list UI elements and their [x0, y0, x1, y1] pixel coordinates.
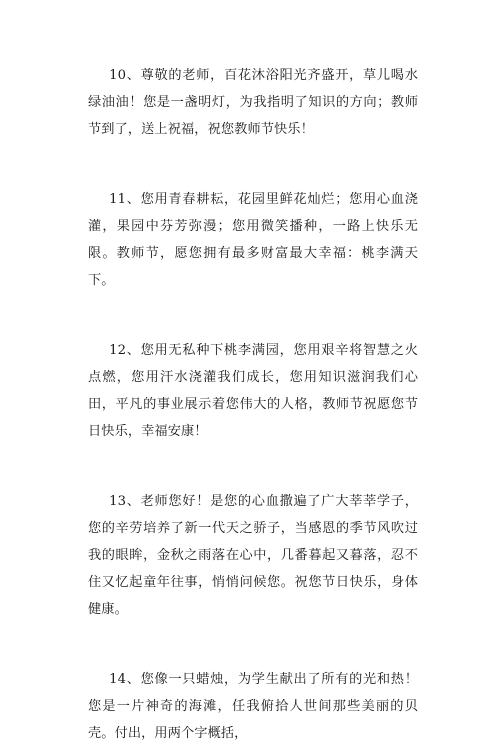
document-body — [88, 62, 418, 747]
paragraph-13: 13、老师您好！是您的心血撒遍了广大莘莘学子，您的辛劳培养了新一代天之骄子，当感恩的季节风吹过我的眼眸，金秋之雨落在心中，几番暮起又暮落，忍不住又忆起童年往事，悄悄问候您。祝您节日快乐，身体健康。 — [88, 494, 418, 617]
paragraph-11: 11、您用青春耕耘，花园里鲜花灿烂；您用心血浇灌，果园中芬芳弥漫；您用微笑播种，一路上快乐无限。教师节，愿您拥有最多财富最大幸福：桃李满天下。 — [88, 192, 418, 288]
paragraph-14: 14、您像一只蜡烛，为学生献出了所有的光和热！您是一片神奇的海滩，任我俯拾人世间那些美丽的贝壳。付出，用两个字概括， — [88, 672, 418, 741]
paragraph-10: 10、尊敬的老师，百花沐浴阳光齐盛开，草儿喝水绿油油！您是一盏明灯，为我指明了知识的方向；教师节到了，送上祝福，祝您教师节快乐！ — [88, 68, 418, 137]
paragraph-12: 12、您用无私种下桃李满园，您用艰辛将智慧之火点燃，您用汗水浇灌我们成长，您用知识滋润我们心田，平凡的事业展示着您伟大的人格，教师节祝愿您节日快乐，幸福安康！ — [88, 343, 418, 439]
